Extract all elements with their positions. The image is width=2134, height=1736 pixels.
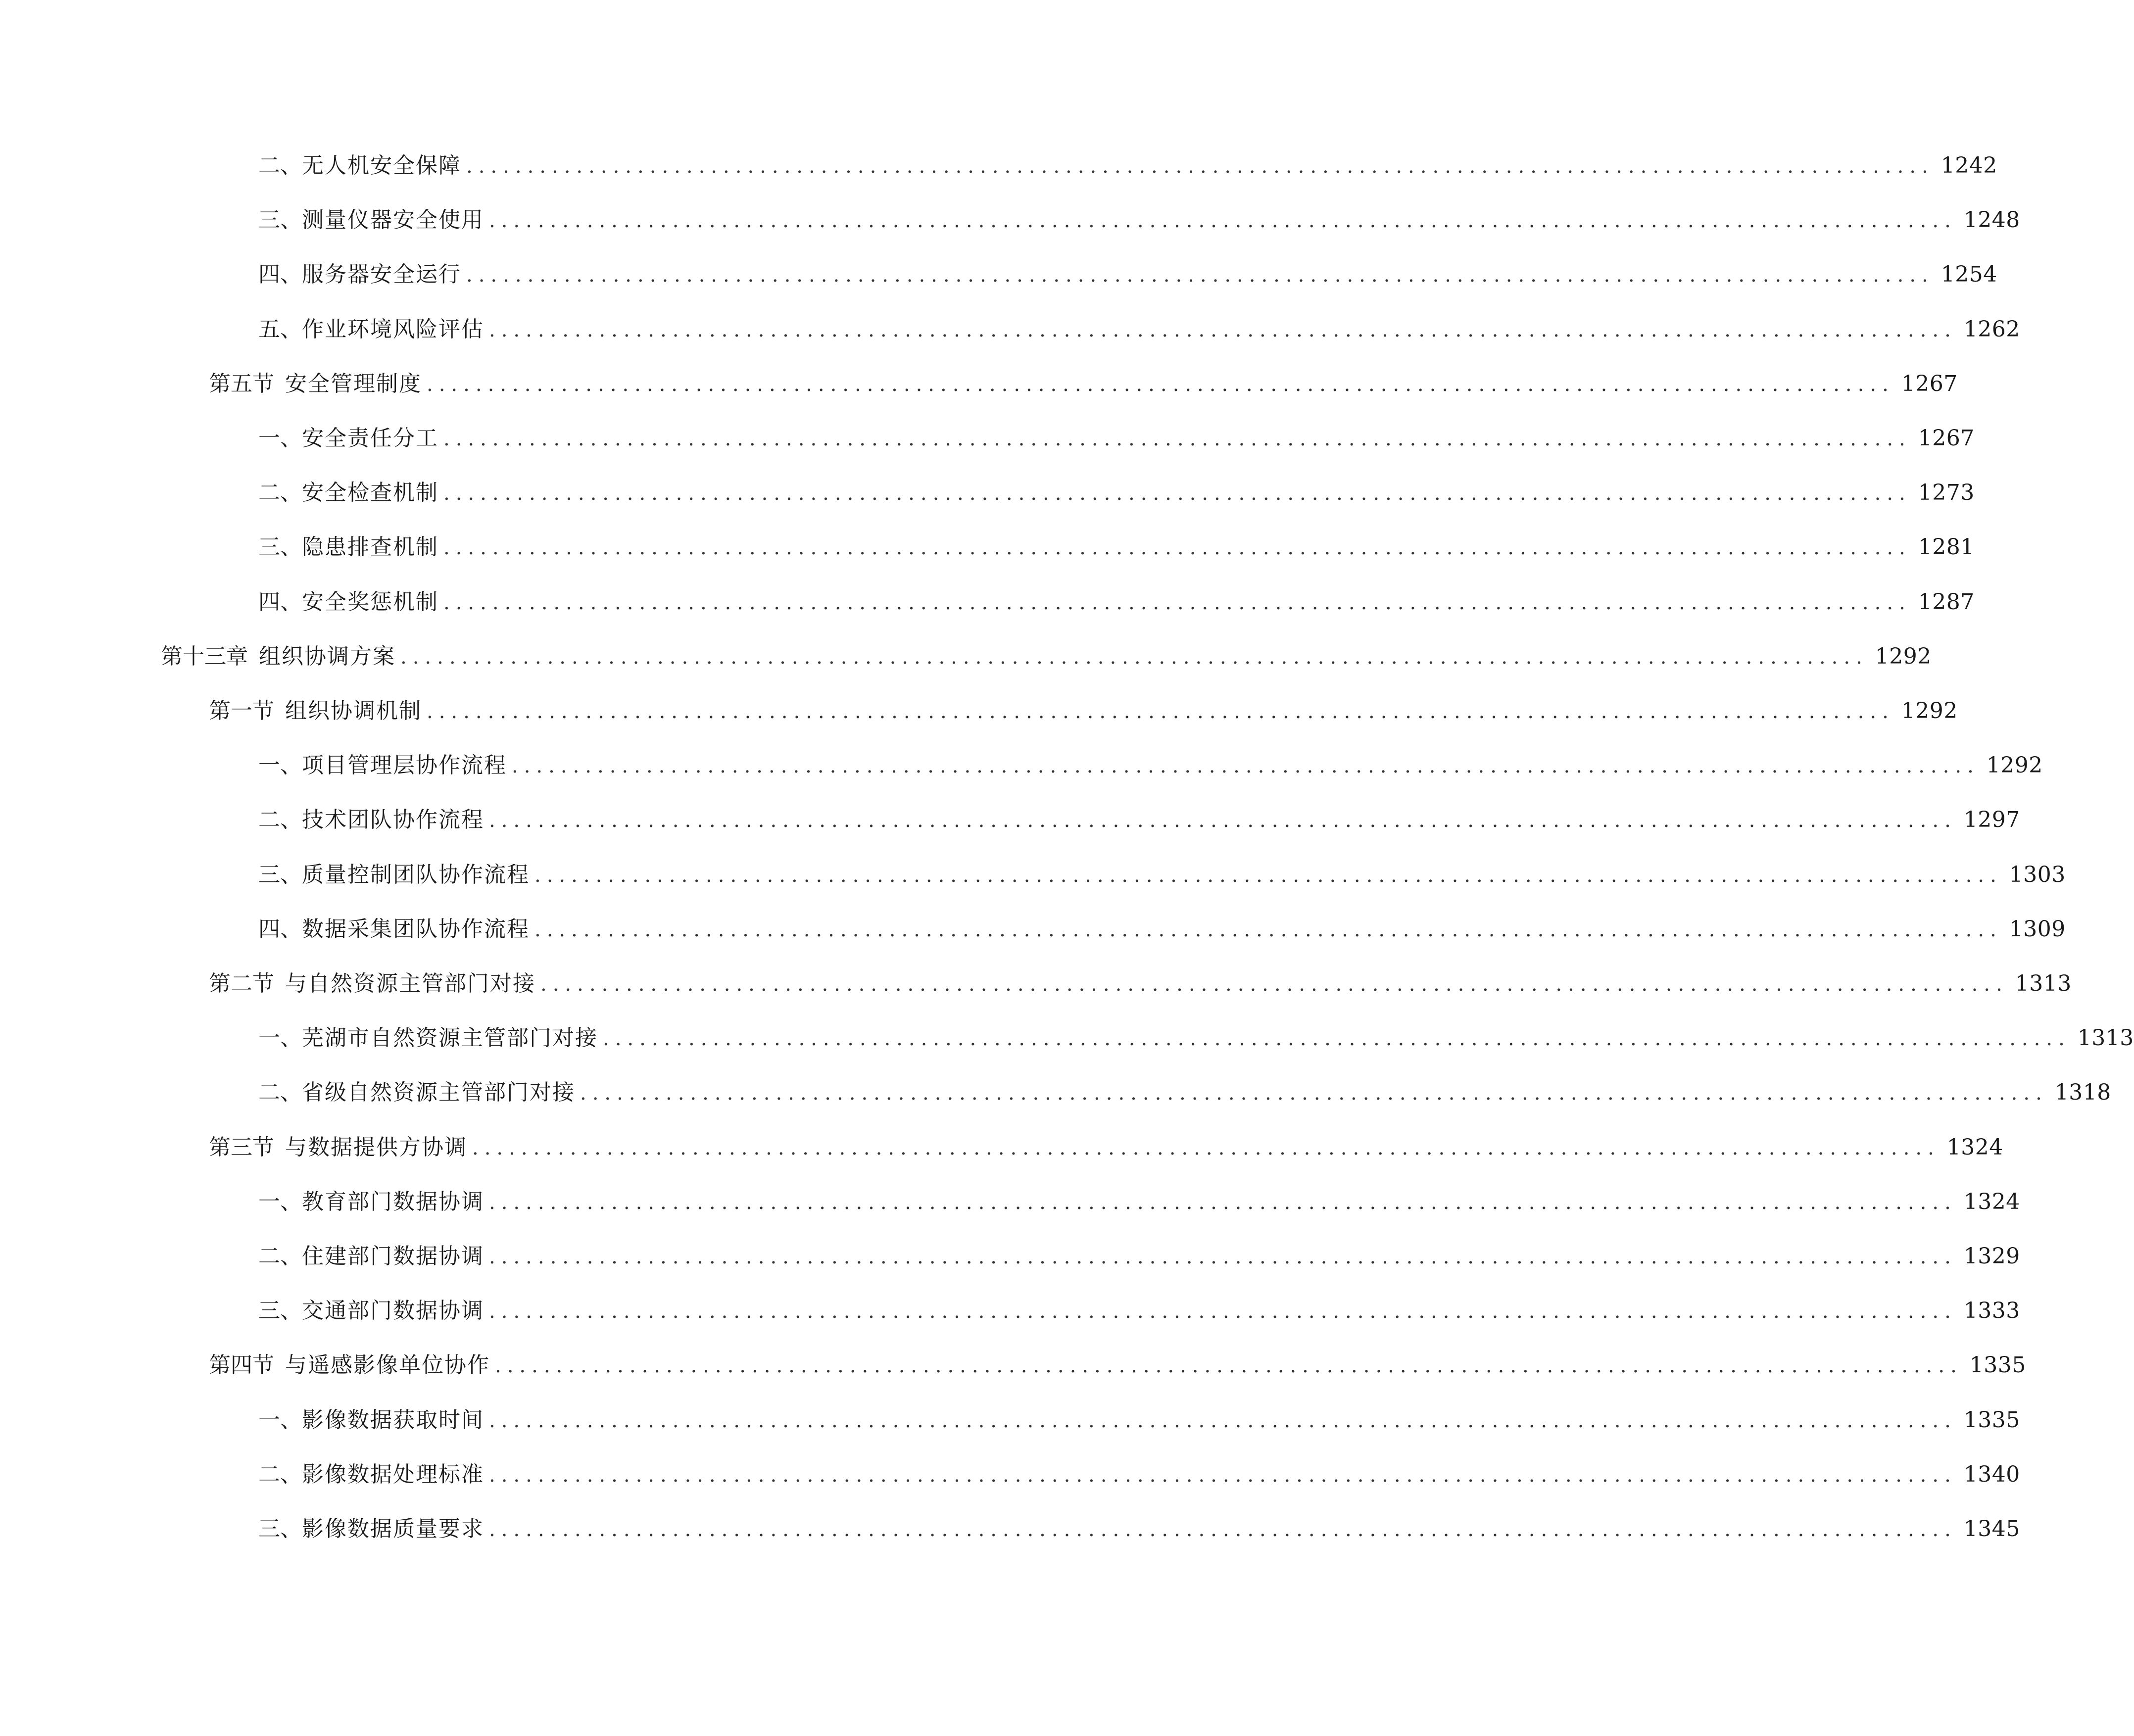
toc-entry-item[interactable] <box>258 803 2020 837</box>
toc-entry-page-number: 1267 <box>1901 371 1958 396</box>
dot-leader: ........................................................................................................................ <box>489 1463 1957 1487</box>
toc-entry-number: 三、 <box>258 1516 302 1542</box>
toc-entry-item[interactable] <box>258 148 1997 183</box>
toc-entry-section[interactable] <box>209 1348 2026 1383</box>
toc-entry-number: 第二节 <box>209 971 274 996</box>
toc-entry-page-number: 1292 <box>1901 698 1958 723</box>
toc-entry-item[interactable] <box>258 585 1975 620</box>
dot-leader: ........................................................................................................................ <box>534 864 2002 887</box>
toc-entry-title: 影像数据获取时间 <box>302 1407 484 1433</box>
dot-leader: ........................................................................................................................ <box>603 1027 2071 1051</box>
toc-entry-number: 三、 <box>258 1298 302 1324</box>
toc-entry-title: 项目管理层协作流程 <box>302 753 507 778</box>
toc-entry-number: 二、 <box>258 807 302 833</box>
toc-entry-title: 影像数据质量要求 <box>302 1516 484 1542</box>
toc-entry-title: 隐患排查机制 <box>302 534 438 560</box>
toc-entry-item[interactable] <box>258 530 1975 565</box>
dot-leader: ........................................................................................................................ <box>495 1354 1963 1378</box>
dot-leader: ........................................................................................................................ <box>489 209 1957 233</box>
toc-entry-page-number: 1329 <box>1963 1244 2020 1269</box>
dot-leader: ........................................................................................................................ <box>443 536 1911 560</box>
toc-entry-section[interactable] <box>209 367 1958 401</box>
dot-leader: ........................................................................................................................ <box>580 1082 2048 1105</box>
toc-entry-item[interactable] <box>258 1294 2020 1328</box>
toc-entry-title: 与数据提供方协调 <box>285 1134 467 1160</box>
toc-entry-title: 省级自然资源主管部门对接 <box>302 1080 575 1106</box>
dot-leader: ........................................................................................................................ <box>489 1409 1957 1432</box>
toc-entry-number: 三、 <box>258 534 302 560</box>
toc-entry-number: 第四节 <box>209 1352 274 1378</box>
toc-entry-item[interactable] <box>258 1457 2020 1492</box>
dot-leader: ........................................................................................................................ <box>400 645 1868 669</box>
dot-leader: ........................................................................................................................ <box>534 918 2002 941</box>
toc-entry-title: 与遥感影像单位协作 <box>285 1352 490 1378</box>
toc-entry-item[interactable] <box>258 257 1997 292</box>
toc-entry-title: 数据采集团队协作流程 <box>302 916 530 942</box>
toc-entry-number: 一、 <box>258 1189 302 1214</box>
toc-entry-title: 芜湖市自然资源主管部门对接 <box>302 1025 598 1051</box>
toc-entry-page-number: 1292 <box>1875 643 1932 669</box>
toc-entry-page-number: 1313 <box>2077 1025 2134 1051</box>
toc-entry-number: 二、 <box>258 480 302 506</box>
toc-entry-number: 五、 <box>258 316 302 342</box>
toc-entry-page-number: 1281 <box>1918 534 1975 560</box>
toc-entry-title: 无人机安全保障 <box>302 153 461 178</box>
toc-entry-item[interactable] <box>258 421 1975 456</box>
toc-entry-item[interactable] <box>258 1239 2020 1274</box>
toc-entry-page-number: 1267 <box>1918 426 1975 451</box>
toc-entry-title: 组织协调方案 <box>259 643 395 669</box>
toc-entry-item[interactable] <box>258 1075 2111 1110</box>
toc-entry-page-number: 1324 <box>1946 1134 2003 1160</box>
toc-entry-item[interactable] <box>258 312 2020 347</box>
toc-entry-page-number: 1297 <box>1963 807 2020 833</box>
toc-entry-page-number: 1313 <box>2015 971 2072 996</box>
toc-entry-page-number: 1287 <box>1918 589 1975 615</box>
toc-entry-page-number: 1318 <box>2054 1080 2111 1106</box>
toc-entry-number: 二、 <box>258 1461 302 1487</box>
dot-leader: ........................................................................................................................ <box>489 1191 1957 1214</box>
toc-entry-item[interactable] <box>258 912 2066 947</box>
toc-entry-page-number: 1333 <box>1963 1298 2020 1324</box>
toc-entry-chapter[interactable] <box>161 639 1932 674</box>
dot-leader: ........................................................................................................................ <box>443 428 1911 450</box>
toc-entry-number: 一、 <box>258 753 302 778</box>
toc-entry-title: 技术团队协作流程 <box>302 807 484 833</box>
toc-entry-number: 四、 <box>258 916 302 942</box>
toc-entry-title: 住建部门数据协调 <box>302 1244 484 1269</box>
toc-entry-item[interactable] <box>258 476 1975 510</box>
toc-entry-number: 二、 <box>258 1244 302 1269</box>
toc-entry-number: 二、 <box>258 153 302 178</box>
dot-leader: ........................................................................................................................ <box>489 809 1957 832</box>
toc-entry-item[interactable] <box>258 1021 2134 1056</box>
toc-entry-title: 安全管理制度 <box>285 371 422 396</box>
toc-entry-number: 第五节 <box>209 371 274 396</box>
toc-entry-title: 交通部门数据协调 <box>302 1298 484 1324</box>
dot-leader: ........................................................................................................................ <box>489 1300 1957 1323</box>
toc-entry-title: 教育部门数据协调 <box>302 1189 484 1214</box>
toc-entry-page-number: 1335 <box>1969 1352 2026 1378</box>
toc-entry-item[interactable] <box>258 858 2066 892</box>
dot-leader: ........................................................................................................................ <box>489 318 1957 341</box>
dot-leader: ........................................................................................................................ <box>472 1136 1940 1159</box>
toc-entry-item[interactable] <box>258 1512 2020 1546</box>
dot-leader: ........................................................................................................................ <box>466 155 1934 178</box>
toc-entry-page-number: 1340 <box>1963 1461 2020 1487</box>
toc-entry-item[interactable] <box>258 1403 2020 1438</box>
toc-entry-title: 质量控制团队协作流程 <box>302 862 530 887</box>
toc-entry-page-number: 1273 <box>1918 480 1975 506</box>
toc-entry-number: 第一节 <box>209 698 274 723</box>
toc-entry-page-number: 1309 <box>2009 916 2066 942</box>
toc-entry-page-number: 1254 <box>1940 262 1997 288</box>
toc-entry-section[interactable] <box>209 1130 2003 1165</box>
toc-entry-number: 第十三章 <box>161 643 248 669</box>
toc-entry-title: 与自然资源主管部门对接 <box>285 971 535 996</box>
toc-entry-title: 安全奖惩机制 <box>302 589 438 615</box>
toc-entry-title: 组织协调机制 <box>285 698 422 723</box>
toc-entry-number: 三、 <box>258 207 302 233</box>
dot-leader: ........................................................................................................................ <box>540 973 2008 996</box>
toc-entry-title: 作业环境风险评估 <box>302 316 484 342</box>
toc-entry-page-number: 1303 <box>2009 862 2066 887</box>
dot-leader: ........................................................................................................................ <box>443 482 1911 505</box>
toc-entry-page-number: 1345 <box>1963 1516 2020 1542</box>
dot-leader: ........................................................................................................................ <box>443 591 1911 614</box>
dot-leader: ........................................................................................................................ <box>489 1518 1957 1541</box>
dot-leader: ........................................................................................................................ <box>489 1246 1957 1268</box>
toc-entry-page-number: 1242 <box>1940 153 1997 178</box>
toc-entry-section[interactable] <box>209 694 1958 728</box>
dot-leader: ........................................................................................................................ <box>512 755 1980 778</box>
dot-leader: ........................................................................................................................ <box>466 264 1934 287</box>
toc-entry-number: 二、 <box>258 1080 302 1106</box>
toc-entry-item[interactable] <box>258 1185 2020 1219</box>
dot-leader: ........................................................................................................................ <box>427 700 1894 723</box>
toc-entry-title: 服务器安全运行 <box>302 262 461 288</box>
toc-entry-page-number: 1262 <box>1963 316 2020 342</box>
toc-entry-number: 四、 <box>258 589 302 615</box>
toc-entry-number: 一、 <box>258 426 302 451</box>
toc-entry-item[interactable] <box>258 748 2043 783</box>
toc-entry-title: 安全责任分工 <box>302 426 438 451</box>
toc-entry-number: 第三节 <box>209 1134 274 1160</box>
toc-entry-title: 安全检查机制 <box>302 480 438 506</box>
toc-entry-page-number: 1248 <box>1963 207 2020 233</box>
toc-entry-item[interactable] <box>258 203 2020 238</box>
toc-entry-section[interactable] <box>209 966 2072 1001</box>
toc-entry-page-number: 1335 <box>1963 1407 2020 1433</box>
toc-entry-number: 一、 <box>258 1025 302 1051</box>
toc-entry-title: 测量仪器安全使用 <box>302 207 484 233</box>
toc-entry-page-number: 1292 <box>1986 753 2043 778</box>
toc-entry-number: 三、 <box>258 862 302 887</box>
toc-entry-number: 四、 <box>258 262 302 288</box>
dot-leader: ........................................................................................................................ <box>427 373 1894 396</box>
toc-entry-title: 影像数据处理标准 <box>302 1461 484 1487</box>
toc-entry-page-number: 1324 <box>1963 1189 2020 1214</box>
toc-entry-number: 一、 <box>258 1407 302 1433</box>
